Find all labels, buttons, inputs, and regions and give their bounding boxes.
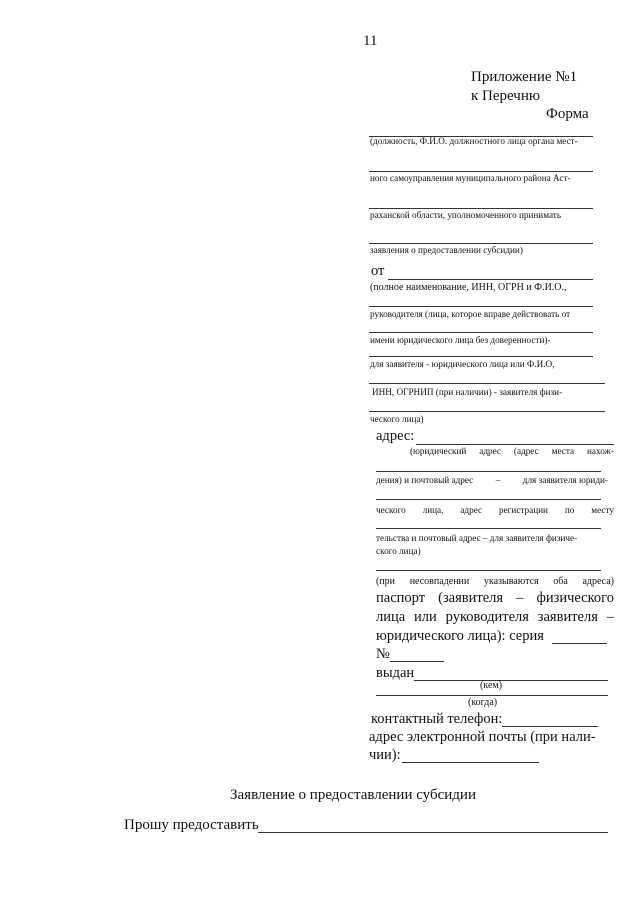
request-line [258,832,608,833]
address-caption-1: (юридический адрес (адрес места нахож- [410,446,614,456]
address-label: адрес: [376,428,415,444]
passport-series-line [552,643,607,644]
passport-when-line [376,695,608,696]
applicant-caption-6: ческого лица) [370,414,424,424]
recipient-caption-3: раханской области, уполномоченного принимать [370,210,562,220]
passport-issued-label: выдан [376,665,415,681]
address-caption-6: (при несовпадении указываются оба адреса) [376,576,614,587]
passport-when-caption: (когда) [468,697,498,708]
to-list-label: к Перечню [471,88,541,104]
recipient-caption-2: ного самоуправления муниципального района Аст- [370,173,571,183]
applicant-line-3 [369,356,593,357]
recipient-caption-4: заявления о предоставлении субсидии) [370,245,523,255]
recipient-line-2 [369,171,593,172]
passport-line-1: паспорт (заявителя – физического [376,590,614,606]
passport-line-2: лица или руководителя заявителя – [376,609,614,625]
appendix-label: Приложение №1 [471,69,578,85]
applicant-caption-3: имени юридического лица без доверенности)- [370,335,551,345]
recipient-caption-1: (должность, Ф.И.О. должностного лица органа мест- [370,136,578,146]
passport-number-line [390,661,444,662]
passport-issued-line [414,680,608,681]
applicant-line-2 [369,332,593,333]
passport-number-label: № [376,646,390,662]
address-line-1 [416,444,614,445]
applicant-line-1 [369,306,593,307]
applicant-caption-1: (полное наименование, ИНН, ОГРН и Ф.И.О., [370,282,567,293]
recipient-line-3 [369,208,593,209]
passport-series-label: юридического лица): серия [376,628,544,644]
address-line-4 [376,528,601,529]
phone-label: контактный телефон: [371,711,503,727]
email-label-line-2: чии): [369,747,401,763]
from-label: от [371,263,385,279]
page-number: 11 [363,33,378,49]
address-caption-4: тельства и почтовый адрес – для заявителя физиче- [376,533,578,543]
passport-by-whom-caption: (кем) [480,680,503,691]
email-label-line-1: адрес электронной почты (при нали- [369,729,596,745]
applicant-caption-2: руководителя (лица, которое вправе действовать от [370,309,571,319]
address-caption-3: ческого лица, адрес регистрации по месту [376,505,614,515]
phone-line [502,726,598,727]
applicant-caption-4: для заявителя - юридического лица или Ф.И.О, [370,359,555,369]
form-label: Форма [546,106,589,122]
applicant-line-5 [369,411,605,412]
address-caption-5: ского лица) [376,546,421,556]
email-line [402,762,539,763]
address-line-3 [376,499,601,500]
from-line [388,279,593,280]
recipient-line-4 [369,243,593,244]
address-caption-2: дения) и почтовый адрес – для заявителя юриди- [376,475,608,485]
address-line-5 [376,570,601,571]
address-line-2 [376,471,601,472]
request-label: Прошу предоставить [124,817,259,833]
applicant-caption-5: ИНН, ОГРНИП (при наличии) - заявителя физи- [372,387,563,397]
applicant-line-4 [369,383,605,384]
document-title: Заявление о предоставлении субсидии [230,787,476,803]
